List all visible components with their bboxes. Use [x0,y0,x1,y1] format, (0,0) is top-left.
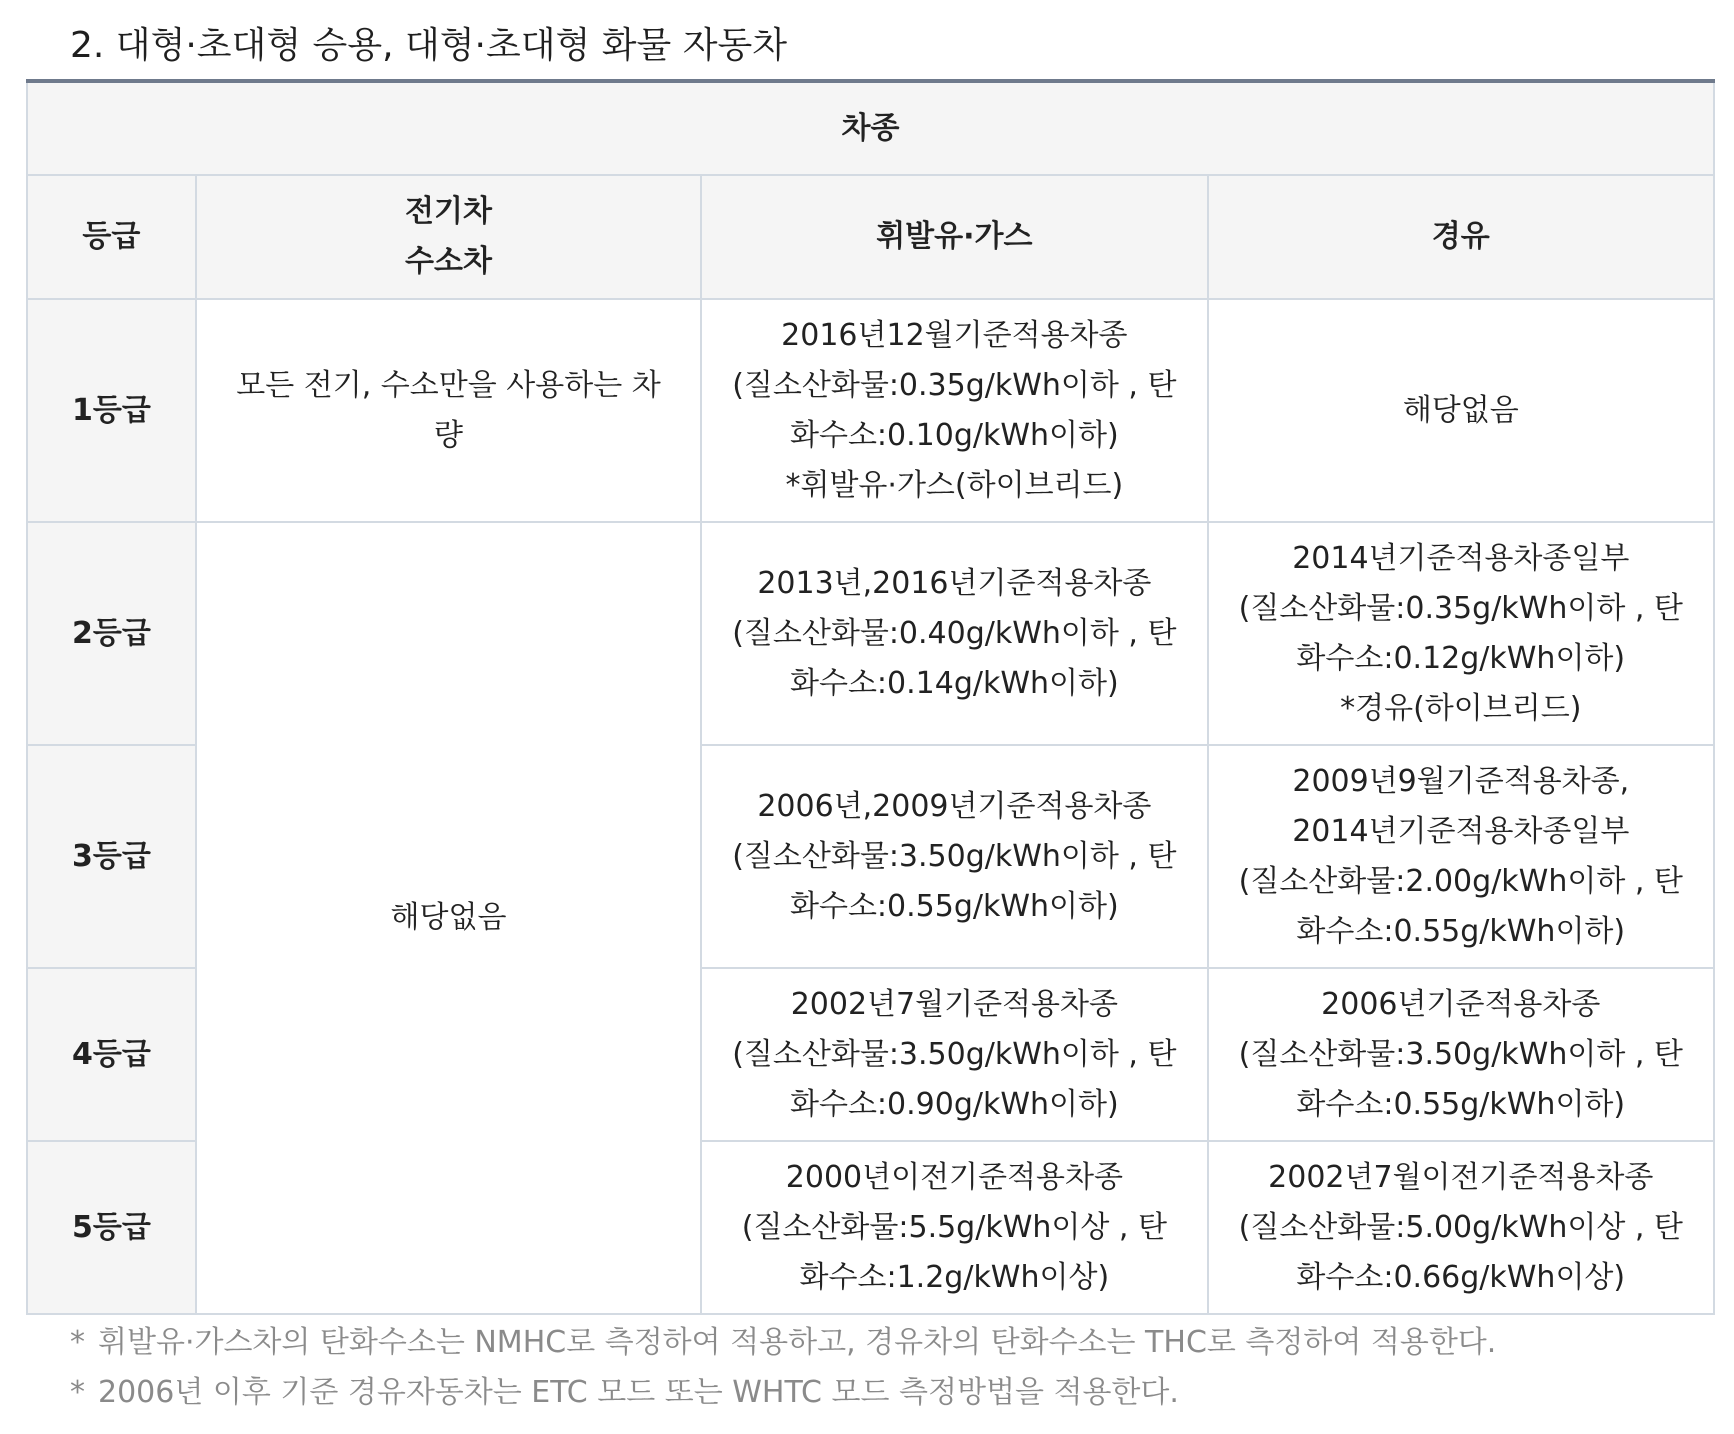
diesel-cell: 해당없음 [1208,299,1714,522]
table-row [27,522,1714,745]
electric-column-header: 전기차 수소차 [196,175,701,299]
footnote-text: 2006년 이후 기준 경유자동차는 ETC 모드 또는 WHTC 모드 측정방법을 적용한다. [98,1375,1179,1410]
gasoline-column-header: 휘발유·가스 [701,175,1207,299]
diesel-cell: 2014년기준적용차종일부 (질소산화물:0.35g/kWh이하 , 탄화수소:0.12g/kWh이하) *경유(하이브리드) [1208,522,1714,745]
footnote-mark: * [70,1325,85,1360]
table-header-row [27,81,1714,175]
diesel-cell: 2002년7월이전기준적용차종 (질소산화물:5.00g/kWh이상 , 탄화수소:0.66g/kWh이상) [1208,1141,1714,1314]
footnote-text: 휘발유·가스차의 탄화수소는 NMHC로 측정하여 적용하고, 경유차의 탄화수소는 THC로 측정하여 적용한다. [98,1325,1497,1360]
diesel-cell: 2006년기준적용차종 (질소산화물:3.50g/kWh이하 , 탄화수소:0.55g/kWh이하) [1208,968,1714,1141]
gasoline-cell: 2002년7월기준적용차종 (질소산화물:3.50g/kWh이하 , 탄화수소:0.90g/kWh이하) [701,968,1207,1141]
grade-cell: 1등급 [27,299,196,522]
grade-cell: 5등급 [27,1141,196,1314]
grade-cell: 2등급 [27,522,196,745]
table-header-row [27,175,1714,299]
table-row [27,299,1714,522]
section-title: 2. 대형·초대형 승용, 대형·초대형 화물 자동차 [70,25,788,66]
grade-cell: 4등급 [27,968,196,1141]
footnote-mark: * [70,1375,85,1410]
diesel-column-header: 경유 [1208,175,1714,299]
gasoline-cell: 2006년,2009년기준적용차종 (질소산화물:3.50g/kWh이하 , 탄화수소:0.55g/kWh이하) [701,745,1207,968]
footnote-item [70,1368,1496,1418]
electric-cell: 모든 전기, 수소만을 사용하는 차량 [196,299,701,522]
footnote-item [70,1318,1496,1368]
diesel-cell: 2009년9월기준적용차종, 2014년기준적용차종일부 (질소산화물:2.00g/kWh이하 , 탄화수소:0.55g/kWh이하) [1208,745,1714,968]
grade-column-header: 등급 [27,175,196,299]
footnotes [70,1318,1496,1418]
gasoline-cell: 2016년12월기준적용차종 (질소산화물:0.35g/kWh이하 , 탄화수소:0.10g/kWh이하) *휘발유·가스(하이브리드) [701,299,1207,522]
electric-cell: 해당없음 [196,522,701,1314]
gasoline-cell: 2000년이전기준적용차종 (질소산화물:5.5g/kWh이상 , 탄화수소:1.2g/kWh이상) [701,1141,1207,1314]
grade-cell: 3등급 [27,745,196,968]
vehicle-type-group-header: 차종 [27,81,1714,175]
gasoline-cell: 2013년,2016년기준적용차종 (질소산화물:0.40g/kWh이하 , 탄화수소:0.14g/kWh이하) [701,522,1207,745]
emission-grade-table [26,79,1715,1315]
